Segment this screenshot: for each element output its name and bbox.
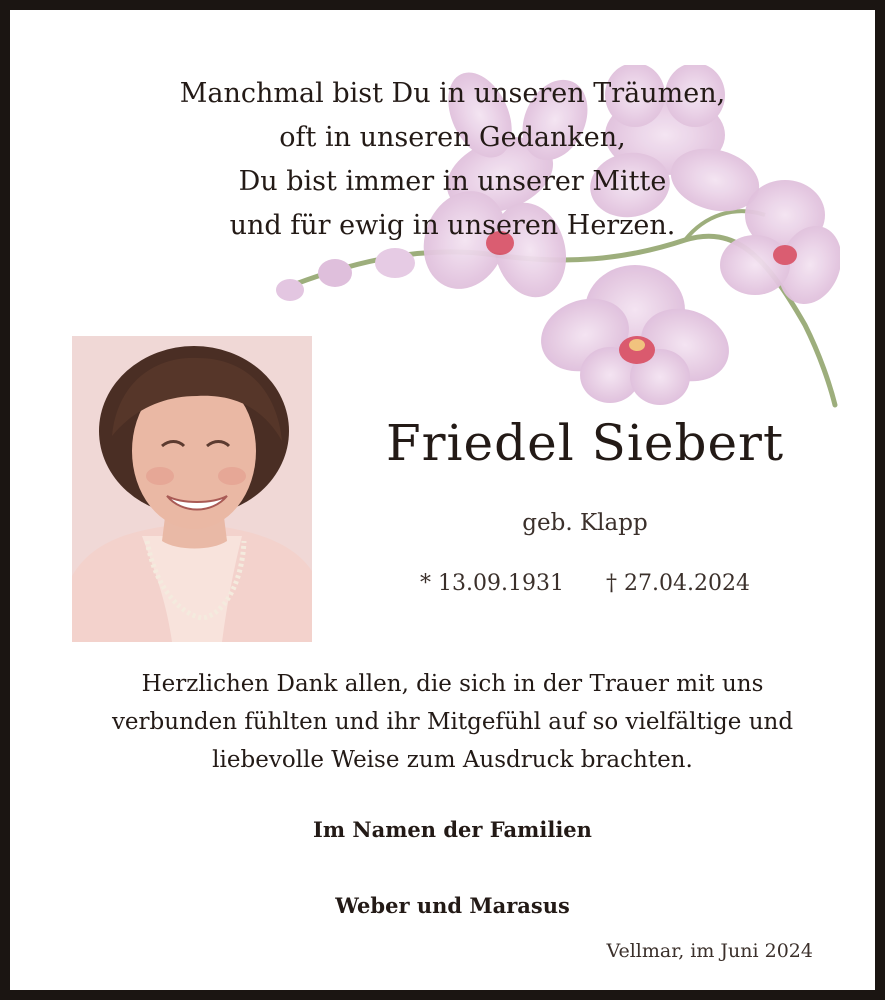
thanks-line: liebevolle Weise zum Ausdruck brachten. — [212, 747, 693, 773]
memorial-poem — [10, 72, 885, 248]
signature-intro: Im Namen der Familien — [313, 817, 592, 842]
maiden-name: geb. Klapp — [522, 510, 648, 536]
birth-date: * 13.09.1931 — [420, 571, 564, 596]
poem-line: und für ewig in unseren Herzen. — [229, 210, 676, 241]
deceased-name: Friedel Siebert — [385, 414, 785, 472]
death-date: † 27.04.2024 — [606, 571, 750, 596]
poem-line: oft in unseren Gedanken, — [279, 122, 626, 153]
poem-line: Manchmal bist Du in unseren Träumen, — [179, 78, 726, 109]
life-dates — [340, 567, 830, 601]
thanks-text — [10, 665, 885, 779]
portrait-illustration — [72, 336, 312, 642]
portrait-photo — [72, 336, 312, 642]
thanks-line: verbunden fühlten und ihr Mitgefühl auf so vielfältige und — [111, 709, 794, 735]
poem-line: Du bist immer in unserer Mitte — [238, 166, 667, 197]
family-names: Weber und Marasus — [335, 893, 570, 918]
place-and-date: Vellmar, im Juni 2024 — [606, 940, 813, 962]
thanks-line: Herzlichen Dank allen, die sich in der Trauer mit uns — [141, 671, 764, 697]
